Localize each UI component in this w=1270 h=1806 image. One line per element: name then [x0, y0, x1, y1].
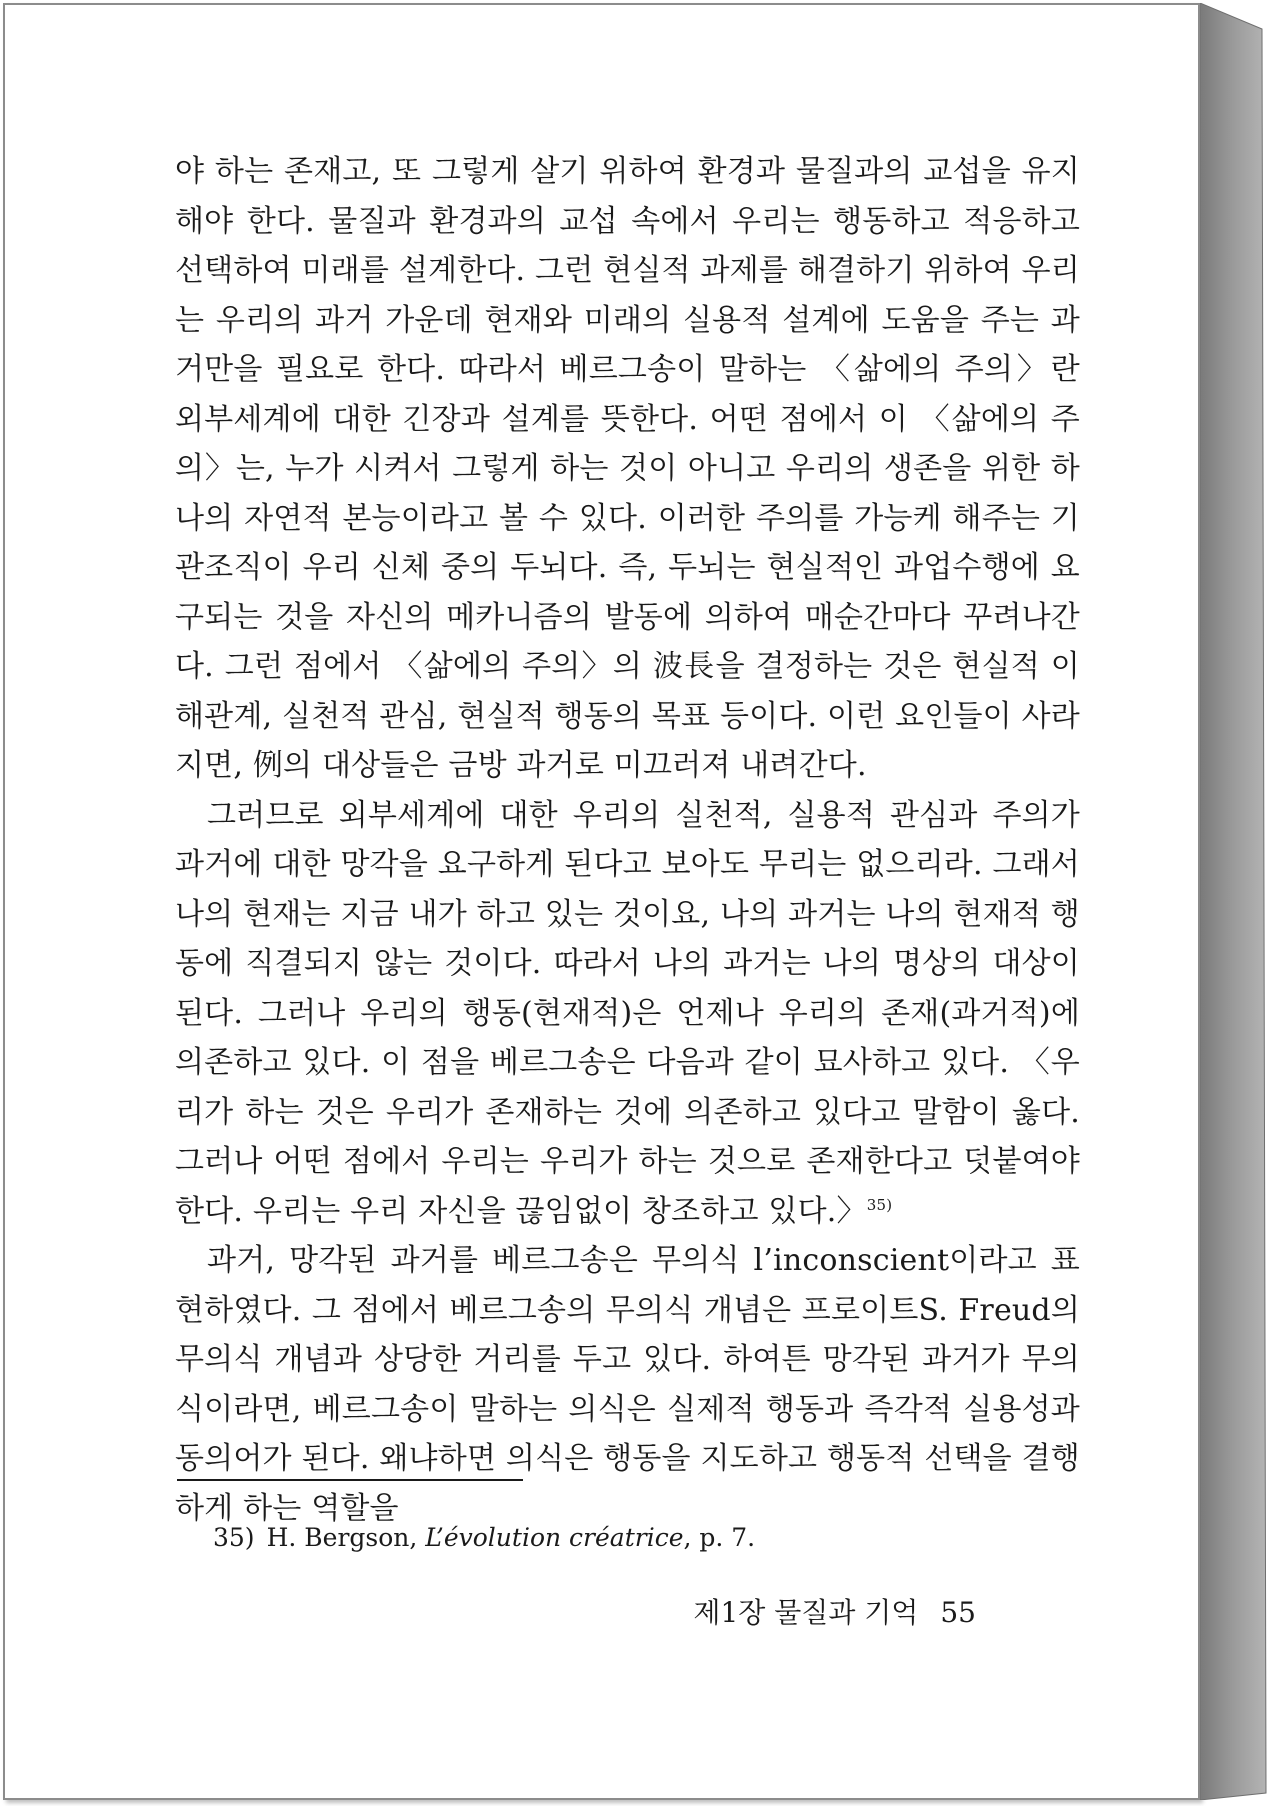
- footnote-title: L’évolution créatrice: [425, 1523, 684, 1552]
- book-page: [3, 3, 1200, 1800]
- paragraph-1-text: 야 하는 존재고, 또 그렇게 살기 위하여 환경과 물질과의 교섭을 유지해야 한다. 물질과 환경과의 교섭 속에서 우리는 행동하고 적응하고 선택하여 미래를 설계한다. 그런 현실적 과제를 해결하기 위하여 우리는 우리의 과거 가운데 현재와 미래의 실용적 설계에 도움을 주는 과거만을 필요로 한다. 따라서 베르그송이 말하는 〈삶에의 주의〉란 외부세계에 대한 긴장과 설계를 뜻한다. 어떤 점에서 이 〈삶에의 주의〉는, 누가 시켜서 그렇게 하는 것이 아니고 우리의 생존을 위한 하나의 자연적 본능이라고 볼 수 있다. 이러한 주의를 가능케 해주는 기관조직이 우리 신체 중의 두뇌다. 즉, 두뇌는 현실적인 과업수행에 요구되는 것을 자신의 메카니즘의 발동에 의하여 매순간마다 꾸려나간다. 그런 점에서 〈삶에의 주의〉의 波長을 결정하는 것은 현실적 이해관계, 실천적 관심, 현실적 행동의 목표 등이다. 이런 요인들이 사라지면, 例의 대상들은 금방 과거로 미끄러져 내려간다.: [175, 154, 1080, 783]
- footnote-author: H. Bergson,: [266, 1523, 418, 1552]
- page-number: 55: [940, 1596, 976, 1629]
- footnote-page: , p. 7.: [683, 1523, 756, 1552]
- body-text: [175, 147, 1080, 1533]
- paragraph-3: [175, 1236, 1080, 1533]
- book-edge-graphic: [1200, 3, 1268, 1800]
- footnote: [213, 1523, 755, 1553]
- paragraph-1: [175, 147, 1080, 791]
- book-edge: [1200, 3, 1268, 1800]
- footnote-divider: [177, 1479, 523, 1481]
- paragraph-2-text: 그러므로 외부세계에 대한 우리의 실천적, 실용적 관심과 주의가 과거에 대한 망각을 요구하게 된다고 보아도 무리는 없으리라. 그래서 나의 현재는 지금 내가 하고 있는 것이요, 나의 과거는 나의 현재적 행동에 직결되지 않는 것이다. 따라서 나의 과거는 나의 명상의 대상이 된다. 그러나 우리의 행동(현재적)은 언제나 우리의 존재(과거적)에 의존하고 있다. 이 점을 베르그송은 다음과 같이 묘사하고 있다. 〈우리가 하는 것은 우리가 존재하는 것에 의존하고 있다고 말함이 옳다. 그러나 어떤 점에서 우리는 우리가 하는 것으로 존재한다고 덧붙여야 한다. 우리는 우리 자신을 끊임없이 창조하고 있다.〉: [175, 797, 1080, 1229]
- footnote-reference[interactable]: 35): [866, 1195, 893, 1214]
- footnote-number: 35): [213, 1523, 255, 1552]
- paragraph-2: [175, 791, 1080, 1237]
- paragraph-3-text: 과거, 망각된 과거를 베르그송은 무의식 l’inconscient이라고 표현하였다. 그 점에서 베르그송의 무의식 개념은 프로이트S. Freud의 무의식 개념과 상당한 거리를 두고 있다. 하여튼 망각된 과거가 무의식이라면, 베르그송이 말하는 의식은 실제적 행동과 즉각적 실용성과 동의어가 된다. 왜냐하면 의식은 행동을 지도하고 행동적 선택을 결행하게 하는 역할을: [175, 1243, 1080, 1526]
- running-footer: [693, 1595, 976, 1631]
- chapter-title: 제1장 물질과 기억: [693, 1596, 919, 1629]
